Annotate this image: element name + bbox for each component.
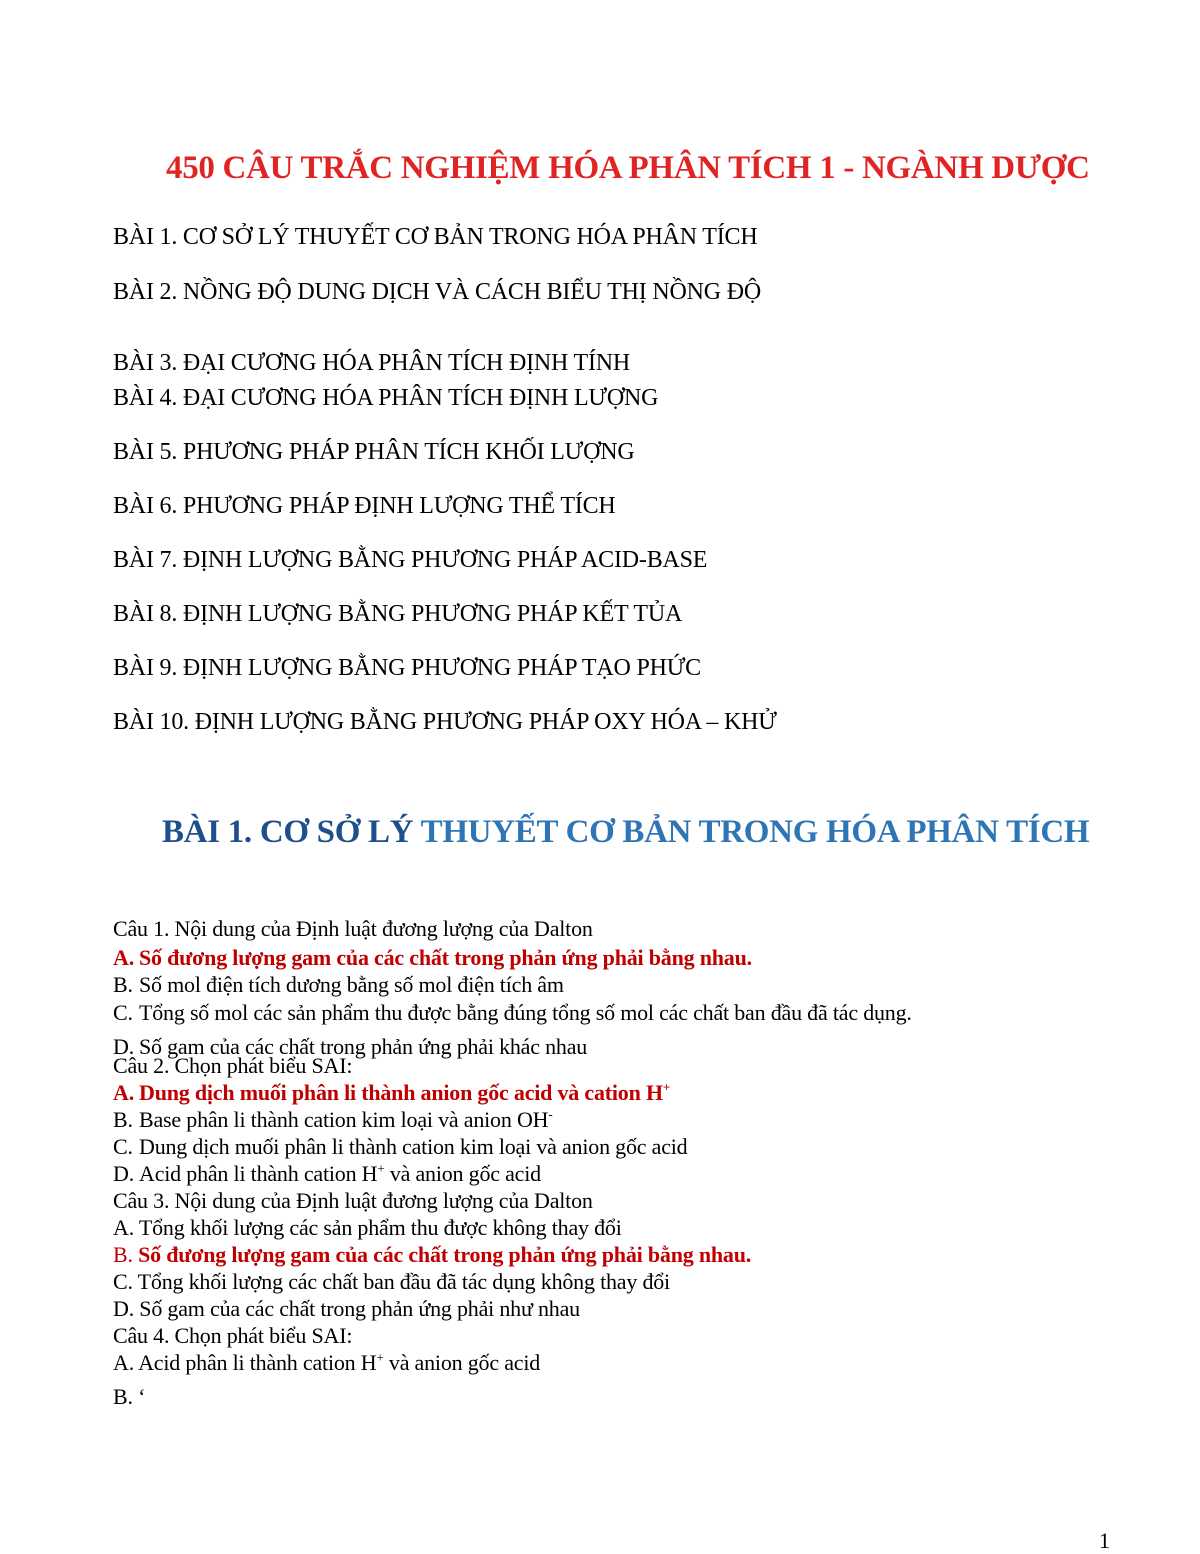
toc-item-1: BÀI 1. CƠ SỞ LÝ THUYẾT CƠ BẢN TRONG HÓA PHÂN TÍCH <box>113 224 758 250</box>
toc-item-6: BÀI 6. PHƯƠNG PHÁP ĐỊNH LƯỢNG THỂ TÍCH <box>113 493 616 519</box>
question-1-option-c <box>113 1000 912 1026</box>
question-4-option-b: B. ‘ <box>113 1384 146 1409</box>
option-letter: A. <box>113 1080 134 1105</box>
option-text: Số đương lượng gam của các chất trong phản ứng phải bằng nhau. <box>139 945 752 970</box>
option-letter: C. <box>113 1134 133 1159</box>
option-text-tail: và anion gốc acid <box>384 1161 541 1186</box>
question-2-option-d <box>113 1161 541 1187</box>
section-title-rest: THUYẾT CƠ BẢN TRONG HÓA PHÂN TÍCH <box>413 814 1090 850</box>
toc-item-7: BÀI 7. ĐỊNH LƯỢNG BẰNG PHƯƠNG PHÁP ACID-BASE <box>113 547 708 573</box>
option-letter: C. <box>113 1000 133 1025</box>
superscript-minus: - <box>548 1106 553 1122</box>
question-1-stem: Câu 1. Nội dung của Định luật đương lượng của Dalton <box>113 916 593 941</box>
section-title <box>162 814 1089 851</box>
option-text: A. Acid phân li thành cation H <box>113 1350 377 1375</box>
option-text: Tổng số mol các sản phẩm thu được bằng đúng tổng số mol các chất ban đầu đã tác dụng. <box>139 1000 912 1025</box>
toc-item-9: BÀI 9. ĐỊNH LƯỢNG BẰNG PHƯƠNG PHÁP TẠO PHỨC <box>113 655 701 681</box>
question-2-option-a <box>113 1080 670 1106</box>
option-letter: B. <box>113 972 133 997</box>
option-text: Dung dịch muối phân li thành cation kim loại và anion gốc acid <box>139 1134 688 1159</box>
toc-item-3: BÀI 3. ĐẠI CƯƠNG HÓA PHÂN TÍCH ĐỊNH TÍNH <box>113 350 631 376</box>
toc-item-10: BÀI 10. ĐỊNH LƯỢNG BẰNG PHƯƠNG PHÁP OXY HÓA – KHỬ <box>113 709 777 735</box>
question-3-option-d: D. Số gam của các chất trong phản ứng phải như nhau <box>113 1296 580 1321</box>
option-text: Dung dịch muối phân li thành anion gốc acid và cation H <box>139 1080 663 1105</box>
superscript-plus: + <box>377 1160 385 1176</box>
question-2-stem: Câu 2. Chọn phát biểu SAI: <box>113 1053 353 1078</box>
option-text: Số gam của các chất trong phản ứng phải khác nhau <box>139 1034 588 1059</box>
option-letter: B. <box>113 1242 133 1267</box>
page-number: 1 <box>1099 1528 1110 1553</box>
question-1-option-b <box>113 972 564 998</box>
toc-item-8: BÀI 8. ĐỊNH LƯỢNG BẰNG PHƯƠNG PHÁP KẾT TỦA <box>113 601 683 627</box>
question-4-stem: Câu 4. Chọn phát biểu SAI: <box>113 1323 353 1348</box>
question-2-option-c <box>113 1134 687 1160</box>
option-letter: A. <box>113 945 134 970</box>
question-3-option-a: A. Tổng khối lượng các sản phẩm thu được không thay đổi <box>113 1215 622 1240</box>
question-3-option-b <box>113 1242 751 1268</box>
document-title: 450 CÂU TRẮC NGHIỆM HÓA PHÂN TÍCH 1 - NGÀNH DƯỢC <box>166 150 1090 186</box>
question-1-option-a <box>113 945 752 971</box>
option-letter: B. <box>113 1107 133 1132</box>
question-4-option-a <box>113 1350 540 1376</box>
option-text: Số mol điện tích dương bằng số mol điện tích âm <box>139 972 564 997</box>
option-text-tail: và anion gốc acid <box>383 1350 541 1375</box>
question-3-option-c: C. Tổng khối lượng các chất ban đầu đã tác dụng không thay đổi <box>113 1269 670 1294</box>
option-text: Số đương lượng gam của các chất trong phản ứng phải bằng nhau. <box>138 1242 752 1267</box>
superscript-plus: + <box>662 1079 671 1095</box>
option-letter: D. <box>113 1161 134 1186</box>
toc-item-2: BÀI 2. NỒNG ĐỘ DUNG DỊCH VÀ CÁCH BIỂU THỊ NỒNG ĐỘ <box>113 279 761 305</box>
option-text: Base phân li thành cation kim loại và anion OH <box>139 1107 549 1132</box>
superscript-plus: + <box>376 1349 384 1365</box>
question-2-option-b <box>113 1107 552 1133</box>
toc-item-5: BÀI 5. PHƯƠNG PHÁP PHÂN TÍCH KHỐI LƯỢNG <box>113 439 635 465</box>
option-letter: D. <box>113 1034 134 1059</box>
toc-item-4: BÀI 4. ĐẠI CƯƠNG HÓA PHÂN TÍCH ĐỊNH LƯỢNG <box>113 385 659 411</box>
section-title-bold: BÀI 1. CƠ SỞ LÝ <box>162 814 414 850</box>
option-text: Acid phân li thành cation H <box>139 1161 378 1186</box>
question-3-stem: Câu 3. Nội dung của Định luật đương lượng của Dalton <box>113 1188 593 1213</box>
